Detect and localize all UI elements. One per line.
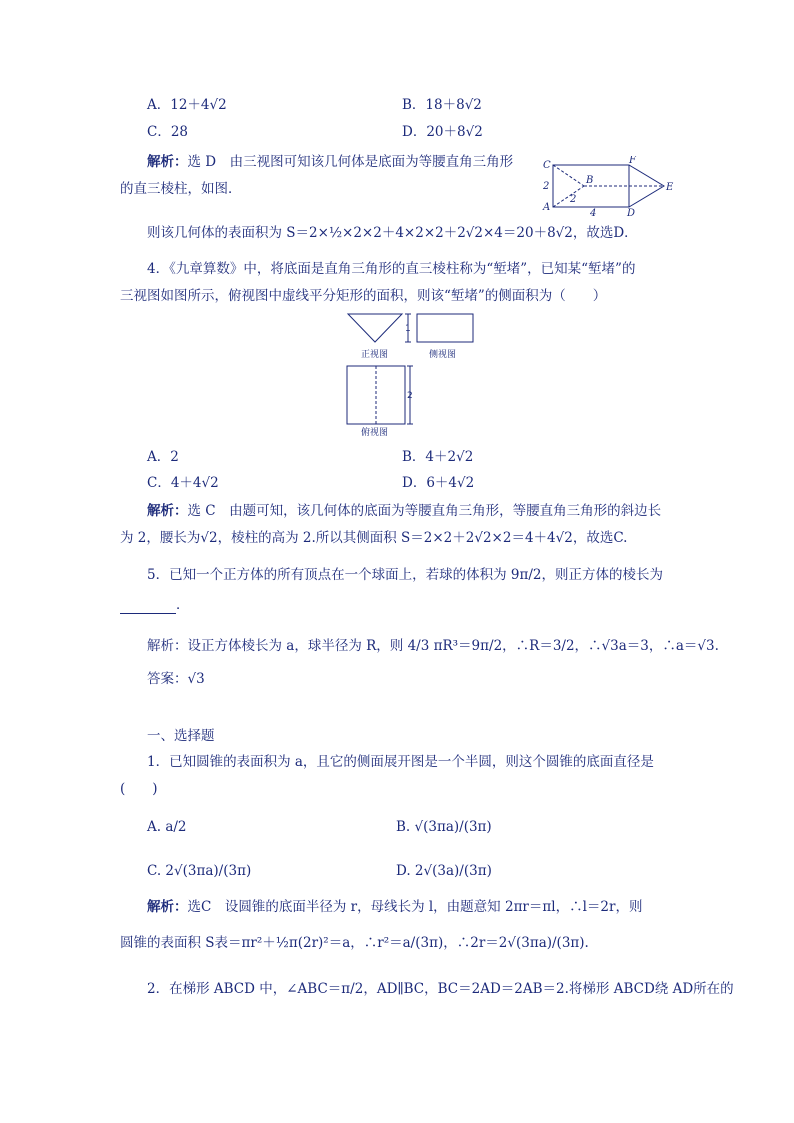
label-d: D bbox=[627, 208, 636, 218]
q4-line1: 4．《九章算数》中，将底面是直角三角形的直三棱柱称为“堑堵”，已知某“堑堵”的 bbox=[147, 261, 636, 277]
prism-figure bbox=[540, 156, 680, 218]
p1-option-c: C. 2√(3πa)/(3π) bbox=[147, 863, 252, 879]
q3-solution-text: 选 D 由三视图可知该几何体是底面为等腰直角三角形 bbox=[187, 154, 514, 170]
p1-solution-text: 选C 设圆锥的底面半径为 r，母线长为 l，由题意知 2πr＝πl，∴l＝2r，则 bbox=[187, 899, 643, 915]
p1-line1: 1．已知圆锥的表面积为 a，且它的侧面展开图是一个半圆，则这个圆锥的底面直径是 bbox=[147, 754, 654, 770]
front-view-triangle bbox=[348, 314, 402, 342]
solution-prefix: 解析： bbox=[147, 899, 188, 915]
top-dim-2: 2 bbox=[407, 391, 413, 401]
q4-option-d: D．6＋4√2 bbox=[402, 475, 475, 491]
q4-solution-line1 bbox=[147, 502, 661, 520]
q4-solution-text: 选 C 由题可知，该几何体的底面为等腰直角三角形，等腰直角三角形的斜边长 bbox=[187, 503, 662, 519]
label-dim-2a: 2 bbox=[543, 181, 550, 192]
q4-solution-line2: 为 2，腰长为√2，棱柱的高为 2.所以其侧面积 S＝2×2＋2√2×2＝4＋4√2，故选C. bbox=[120, 530, 628, 546]
label-a: A bbox=[543, 202, 551, 213]
label-c: C bbox=[543, 160, 551, 171]
answer-blank bbox=[120, 599, 176, 614]
q3-solution-line2: 的直三棱柱，如图． bbox=[120, 181, 242, 197]
label-b: B bbox=[586, 175, 594, 186]
q3-solution-line1 bbox=[147, 153, 513, 171]
q5-solution: 解析：设正方体棱长为 a，球半径为 R，则 4/3 πR³＝9π/2，∴R＝3/2，∴√3a＝3，∴a＝√3. bbox=[147, 638, 719, 654]
q3-option-c: C．28 bbox=[147, 124, 189, 140]
side-view-label: 侧视图 bbox=[429, 350, 457, 360]
q3-option-a: A．12＋4√2 bbox=[147, 97, 227, 113]
q4-option-a: A．2 bbox=[147, 449, 179, 465]
p1-line2: ( ) bbox=[120, 781, 158, 797]
solution-prefix: 解析： bbox=[147, 503, 188, 519]
q3-option-d: D．20＋8√2 bbox=[402, 124, 483, 140]
q4-option-c: C．4＋4√2 bbox=[147, 475, 219, 491]
top-view-label: 俯视图 bbox=[361, 428, 389, 438]
front-view-label: 正视图 bbox=[361, 350, 389, 360]
q4-option-b: B．4＋2√2 bbox=[402, 449, 474, 465]
q5-line2 bbox=[120, 596, 190, 614]
label-e: E bbox=[666, 182, 674, 193]
q4-line2: 三视图如图所示，俯视图中虚线平分矩形的面积，则该“堑堵”的侧面积为（ ） bbox=[120, 288, 607, 304]
front-dim-1: 1 bbox=[405, 324, 411, 334]
p1-option-d: D. 2√(3a)/(3π) bbox=[396, 863, 492, 879]
p1-solution-line2: 圆锥的表面积 S表＝πr²＋½π(2r)²＝a，∴r²＝a/(3π)，∴2r＝2√(3πa)/(3π). bbox=[120, 935, 589, 951]
label-dim-4: 4 bbox=[590, 208, 597, 218]
p1-option-a: A. a/2 bbox=[147, 819, 187, 835]
side-view-rect bbox=[417, 314, 473, 342]
p1-solution-line1 bbox=[147, 898, 642, 916]
p2-line1: 2．在梯形 ABCD 中，∠ABC＝π/2，AD∥BC，BC＝2AD＝2AB＝2.将梯形 ABCD绕 AD所在的 bbox=[147, 981, 734, 997]
q3-solution-line3: 则该几何体的表面积为 S＝2×½×2×2＋4×2×2＋2√2×4＝20＋8√2，故选D． bbox=[147, 225, 638, 241]
three-views-figure bbox=[340, 310, 490, 440]
solution-prefix: 解析： bbox=[147, 154, 188, 170]
q5-line2-end: ． bbox=[176, 597, 190, 613]
q3-option-b: B．18＋8√2 bbox=[402, 97, 482, 113]
section-title: 一、选择题 bbox=[147, 728, 215, 744]
label-dim-2b: 2 bbox=[570, 194, 577, 205]
q5-line1: 5．已知一个正方体的所有顶点在一个球面上，若球的体积为 9π/2，则正方体的棱长为 bbox=[147, 567, 663, 583]
q5-answer: 答案：√3 bbox=[147, 671, 205, 687]
top-view-rect bbox=[347, 366, 405, 424]
p1-option-b: B. √(3πa)/(3π) bbox=[396, 819, 492, 835]
label-f: F bbox=[629, 156, 636, 166]
